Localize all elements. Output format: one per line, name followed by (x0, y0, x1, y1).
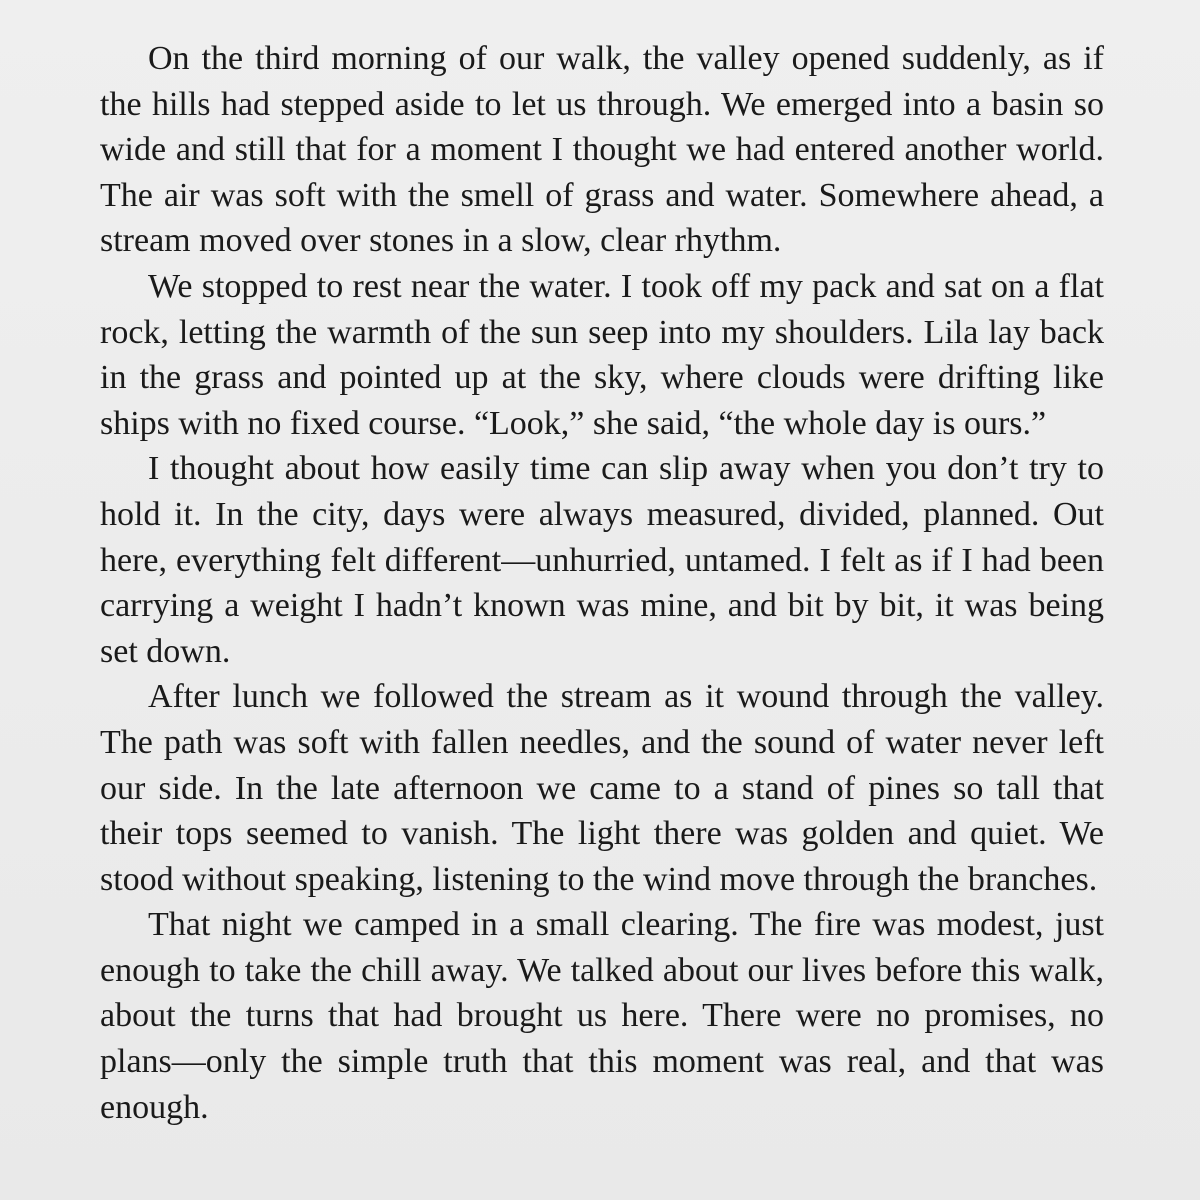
paragraph-1: On the third morning of our walk, the valley opened suddenly, as if the hills had stepped aside to let us through. We emerged into a basin so wide and still that for a moment I thought we had entered another world. The air was soft with the smell of grass and water. Somewhere ahead, a stream moved over stones in a slow, clear rhythm. (100, 40, 1104, 260)
paragraph-3: I thought about how easily time can slip away when you don’t try to hold it. In the city, days were always measured, divided, planned. Out here, everything felt different—unhurried, untamed. I felt as if I had been carrying a weight I hadn’t known was mine, and bit by bit, it was being set down. (100, 450, 1104, 670)
paragraph-2: We stopped to rest near the water. I took off my pack and sat on a flat rock, letting the warmth of the sun seep into my shoulders. Lila lay back in the grass and pointed up at the sky, where clouds were drifting like ships with no fixed course. “Look,” she said, “the whole day is ours.” (100, 267, 1104, 442)
paragraph-5: That night we camped in a small clearing. The fire was modest, just enough to take the chill away. We talked about our lives before this walk, about the turns that had brought us here. There were no promises, no plans—only the simple truth that this moment was real, and that was enough. (100, 906, 1104, 1126)
body-text (100, 36, 1104, 1130)
paragraph-4: After lunch we followed the stream as it wound through the valley. The path was soft with fallen needles, and the sound of water never left our side. In the late afternoon we came to a stand of pines so tall that their tops seemed to vanish. The light there was golden and quiet. We stood without speaking, listening to the wind move through the branches. (100, 678, 1104, 898)
